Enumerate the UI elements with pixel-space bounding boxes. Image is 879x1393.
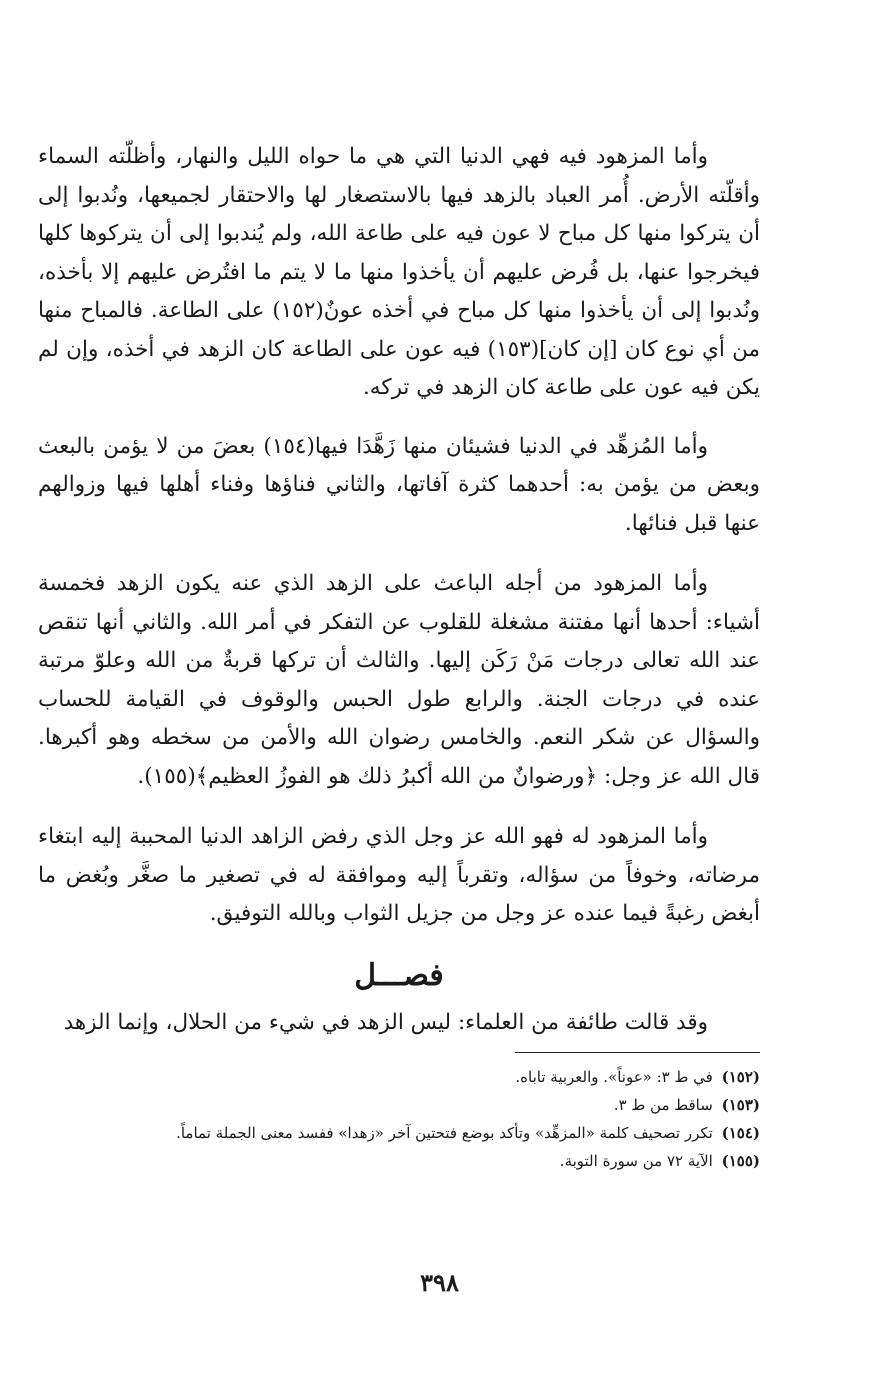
footnote-152 (38, 1063, 760, 1091)
footnote-text: ساقط من ط ٣. (613, 1096, 713, 1114)
page-number: ٣٩٨ (420, 1268, 459, 1297)
footnote-154 (38, 1119, 760, 1147)
paragraph-continuation: وقد قالت طائفة من العلماء: ليس الزهد في شيء من الحلال، وإنما الزهد (63, 1009, 708, 1035)
paragraph-muzahhid: وأما المُزهِّد في الدنيا فشيئان منها زَهَّدَا فيها(١٥٤) بعضَ من لا يؤمن بالبعث وبعض من يؤمن به: أحدهما كثرة آفاتها، والثاني فناؤها وفناء أهلها فيها وزوالهم عنها قبل فنائها. (38, 433, 760, 536)
paragraph-mazhood-lahu: وأما المزهود له فهو الله عز وجل الذي رفض الزاهد الدنيا المحببة إليه ابتغاء مرضاته، وخوفاً من سؤاله، وتقرباً إليه وموافقة له في تصغير ما صغَّر وبُغض ما أبغض رغبةً فيما عنده عز وجل من جزيل الثواب وبالله التوفيق. (38, 824, 760, 926)
footnote-number: (١٥٢) (721, 1068, 760, 1086)
footnote-number: (١٥٥) (721, 1152, 760, 1170)
footnote-155 (38, 1147, 760, 1175)
footnote-153 (38, 1091, 760, 1119)
footnote-text: في ط ٣: «عوناً». والعربية تاباه. (515, 1068, 713, 1086)
footnote-number: (١٥٣) (721, 1096, 760, 1114)
footnote-text: الآية ٧٢ من سورة التوبة. (559, 1152, 713, 1170)
footnotes (38, 1063, 760, 1175)
section-heading: فصـــل (354, 957, 444, 993)
paragraph-mazhood-min-ajlih: وأما المزهود من أجله الباعث على الزهد الذي عنه يكون الزهد فخمسة أشياء: أحدها أنها مفتنة مشغلة للقلوب عن التفكر في أمر الله. والثاني أنها تنقص عند الله تعالى درجات مَنْ رَكَن إليها. والثالث أن تركها قربةٌ من الله وعلوّ مرتبة عنده في درجات الجنة. والرابع طول الحبس والوقوف في القيامة للحساب والسؤال عن شكر النعم. والخامس رضوان الله والأمن من سخطه وهو أكبرها. قال الله عز وجل: ﴿ورضوانٌ من الله أكبرُ ذلك هو الفوزُ العظيم﴾(١٥٥). (38, 571, 760, 789)
footnote-number: (١٥٤) (721, 1124, 760, 1142)
footnote-text: تكرر تصحيف كلمة «المزهِّد» وتأكد بوضع فتحتين آخر «زهدا» ففسد معنى الجملة تماماً. (176, 1124, 713, 1142)
paragraph-mazhood-fihi: وأما المزهود فيه فهي الدنيا التي هي ما حواه الليل والنهار، وأظلّته السماء وأقلّته الأرض. أُمر العباد بالزهد فيها بالاستصغار لها والاحتقار لجميعها، ونُدبوا إلى أن يتركوا منها كل مباح لا عون فيه على طاعة الله، ولم يُندبوا إلى أن يتركوها كلها فيخرجوا عنها، بل فُرض عليهم أن يأخذوا منها ما لا يتم ما افتُرض عليهم إلا بأخذه، ونُدبوا إلى أن يأخذوا منها كل مباح في أخذه عونٌ(١٥٢) على الطاعة. فالمباح منها من أي نوع كان [إن كان](١٥٣) فيه عون على الطاعة كان الزهد في أخذه، وإن لم يكن فيه عون على طاعة كان الزهد في تركه. (38, 144, 760, 400)
page-body (38, 138, 760, 1175)
footnote-divider (515, 1052, 760, 1053)
